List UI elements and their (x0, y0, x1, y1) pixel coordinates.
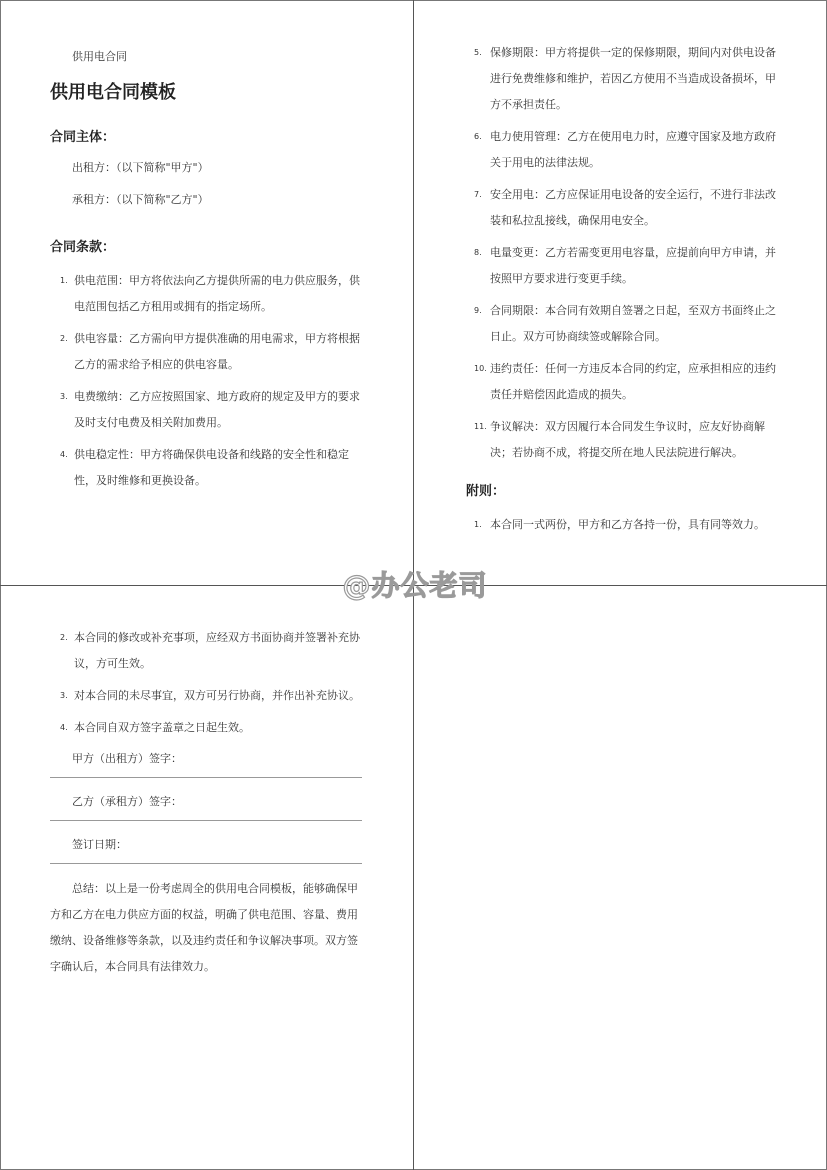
page-1 (50, 40, 370, 500)
clause-list-1 (50, 268, 370, 494)
clause-item: 4. 供电稳定性：甲方将确保供电设备和线路的安全性和稳定性，及时维修和更换设备。 (60, 448, 349, 487)
clause-item: 9. 合同期限：本合同有效期自签署之日起，至双方书面终止之日止。双方可协商续签或解除合同。 (474, 304, 776, 343)
running-header: 供用电合同 (72, 50, 127, 63)
clause-item: 3. 电费缴纳：乙方应按照国家、地方政府的规定及甲方的要求及时支付电费及相关附加费用。 (60, 390, 360, 429)
section-appendix-heading: 附则： (466, 484, 506, 499)
document-title: 供用电合同模板 (50, 82, 176, 103)
page-2 (466, 40, 781, 544)
appendix-item: 4. 本合同自双方签字盖章之日起生效。 (60, 721, 250, 734)
watermark-logo: @办公老司 (342, 569, 488, 602)
clause-list-2 (466, 40, 781, 466)
appendix-item: 2. 本合同的修改或补充事项，应经双方书面协商并签署补充协议，方可生效。 (60, 631, 360, 670)
summary-paragraph: 总结：以上是一份考虑周全的供用电合同模板，能够确保甲方和乙方在电力供应方面的权益，明确了供电范围、容量、费用缴纳、设备维修等条款，以及违约责任和争议解决事项。双方签字确认后，本合同具有法律效力。 (50, 882, 358, 973)
party-a-signature-label: 甲方（出租方）签字： (72, 752, 182, 765)
appendix-list-1 (466, 512, 781, 538)
clause-item: 11. 争议解决：双方因履行本合同发生争议时，应友好协商解决；若协商不成，将提交所在地人民法院进行解决。 (474, 420, 765, 459)
appendix-item: 3. 对本合同的未尽事宜，双方可另行协商，并作出补充协议。 (60, 689, 360, 702)
clause-item: 8. 电量变更：乙方若需变更用电容量，应提前向甲方申请，并按照甲方要求进行变更手续。 (474, 246, 776, 285)
appendix-item: 1. 本合同一式两份，甲方和乙方各持一份，具有同等效力。 (474, 518, 765, 531)
clause-item: 7. 安全用电：乙方应保证用电设备的安全运行，不进行非法改装和私拉乱接线，确保用电安全。 (474, 188, 776, 227)
party-b-signature-label: 乙方（承租方）签字： (72, 795, 182, 808)
signature-line (50, 820, 362, 821)
clause-item: 1. 供电范围：甲方将依法向乙方提供所需的电力供应服务，供电范围包括乙方租用或拥有的指定场所。 (60, 274, 360, 313)
signature-line (50, 863, 362, 864)
appendix-list-2 (50, 625, 380, 741)
lessor-line: 出租方：（以下简称"甲方"） (72, 161, 209, 174)
lessee-line: 承租方：（以下简称"乙方"） (72, 193, 209, 206)
clause-item: 6. 电力使用管理：乙方在使用电力时，应遵守国家及地方政府关于用电的法律法规。 (474, 130, 776, 169)
signing-date-label: 签订日期： (72, 838, 127, 851)
clause-item: 2. 供电容量：乙方需向甲方提供准确的用电需求，甲方将根据乙方的需求给予相应的供电容量。 (60, 332, 360, 371)
section-parties-heading: 合同主体： (50, 130, 116, 145)
clause-item: 10. 违约责任：任何一方违反本合同的约定，应承担相应的违约责任并赔偿因此造成的损失。 (474, 362, 776, 401)
section-terms-heading: 合同条款： (50, 240, 116, 255)
signature-line (50, 777, 362, 778)
page-3 (50, 625, 380, 980)
clause-item: 5. 保修期限：甲方将提供一定的保修期限，期间内对供电设备进行免费维修和维护，若因乙方使用不当造成设备损坏，甲方不承担责任。 (474, 46, 776, 111)
